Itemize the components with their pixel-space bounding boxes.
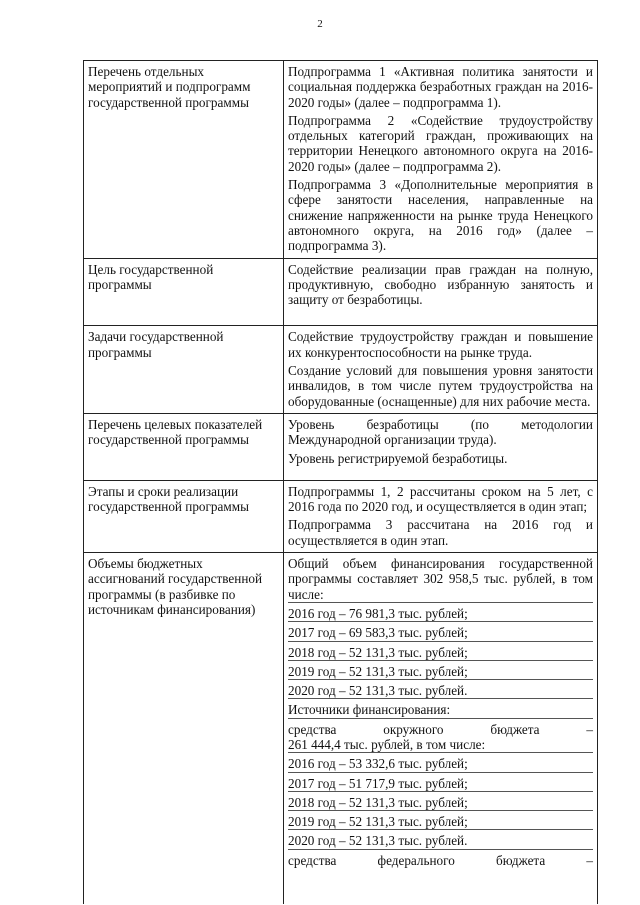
funding-total-2019: 2019 год – 52 131,3 тыс. рублей; [288, 664, 593, 680]
subprogram-2: Подпрограмма 2 «Содействие трудоустройству отдельных категорий граждан, проживающих на территории Ненецкого автономного округа на 2016-2020 годы» (далее – подпрограмма 2). [288, 112, 593, 174]
row-value-goal [284, 258, 598, 326]
row-value-stages [284, 480, 598, 552]
task-1: Содействие трудоустройству граждан и повышение их конкурентоспособности на рынке труда. [288, 329, 593, 360]
indicator-1: Уровень безработицы (по методологии Международной организации труда). [288, 416, 593, 448]
table-row [84, 553, 598, 905]
funding-federal: средства федерального бюджета – [288, 852, 593, 868]
row-label-measures: Перечень отдельных мероприятий и подпрограмм государственной программы [84, 61, 284, 259]
continuation-space [288, 868, 593, 900]
stage-1: Подпрограммы 1, 2 рассчитаны сроком на 5 лет, с 2016 года по 2020 год, и осуществляется в один этап; [288, 483, 593, 515]
task-2: Создание условий для повышения уровня занятости инвалидов, в том числе путем трудоустройства на оборудованные (оснащенные) для них рабочие места. [288, 363, 593, 409]
funding-total-2020: 2020 год – 52 131,3 тыс. рублей. [288, 683, 593, 699]
funding-total-2017: 2017 год – 69 583,3 тыс. рублей; [288, 625, 593, 641]
funding-district-2019: 2019 год – 52 131,3 тыс. рублей; [288, 814, 593, 830]
row-label-tasks: Задачи государственной программы [84, 326, 284, 413]
funding-district-b: 261 444,4 тыс. рублей, в том числе: [288, 737, 593, 753]
page-number: 2 [317, 18, 323, 30]
goal-text: Содействие реализации прав граждан на полную, продуктивную, свободно избранную занятость и защиту от безработицы. [288, 261, 593, 308]
funding-total-2018: 2018 год – 52 131,3 тыс. рублей; [288, 645, 593, 661]
row-value-measures [284, 61, 598, 259]
funding-district-2017: 2017 год – 51 717,9 тыс. рублей; [288, 776, 593, 792]
subprogram-3: Подпрограмма 3 «Дополнительные мероприятия в сфере занятости населения, направленные на снижение напряженности на рынке труда Ненецкого автономного округа, на 2016 год» (далее – подпрограмма 3). [288, 177, 593, 254]
row-value-funding [284, 553, 598, 905]
funding-district-2016: 2016 год – 53 332,6 тыс. рублей; [288, 756, 593, 772]
funding-intro: Общий объем финансирования государственной программы составляет 302 958,5 тыс. рублей, в том числе: [288, 556, 593, 602]
stage-2: Подпрограмма 3 рассчитана на 2016 год и осуществляется в один этап. [288, 517, 593, 548]
funding-total-2016: 2016 год – 76 981,3 тыс. рублей; [288, 606, 593, 622]
row-label-stages: Этапы и сроки реализации государственной программы [84, 480, 284, 552]
table-row [84, 258, 598, 326]
funding-district-a: средства окружного бюджета – [288, 721, 593, 737]
subprogram-1: Подпрограмма 1 «Активная политика занятости и социальная поддержка безработных граждан на 2016-2020 годы» (далее – подпрограмма 1). [288, 64, 593, 110]
row-value-indicators [284, 413, 598, 480]
table-row [84, 480, 598, 552]
row-label-indicators: Перечень целевых показателей государственной программы [84, 413, 284, 480]
funding-sources-label: Источники финансирования: [288, 702, 593, 718]
row-value-tasks [284, 326, 598, 413]
indicator-2: Уровень регистрируемой безработицы. [288, 450, 508, 466]
table-row [84, 61, 598, 259]
program-passport-table [83, 60, 598, 904]
funding-district-2020: 2020 год – 52 131,3 тыс. рублей. [288, 833, 593, 849]
row-label-goal: Цель государственной программы [84, 258, 284, 326]
row-label-funding: Объемы бюджетных ассигнований государственной программы (в разбивке по источникам финансирования) [84, 553, 284, 905]
funding-district-2018: 2018 год – 52 131,3 тыс. рублей; [288, 795, 593, 811]
table-row [84, 413, 598, 480]
table-row [84, 326, 598, 413]
